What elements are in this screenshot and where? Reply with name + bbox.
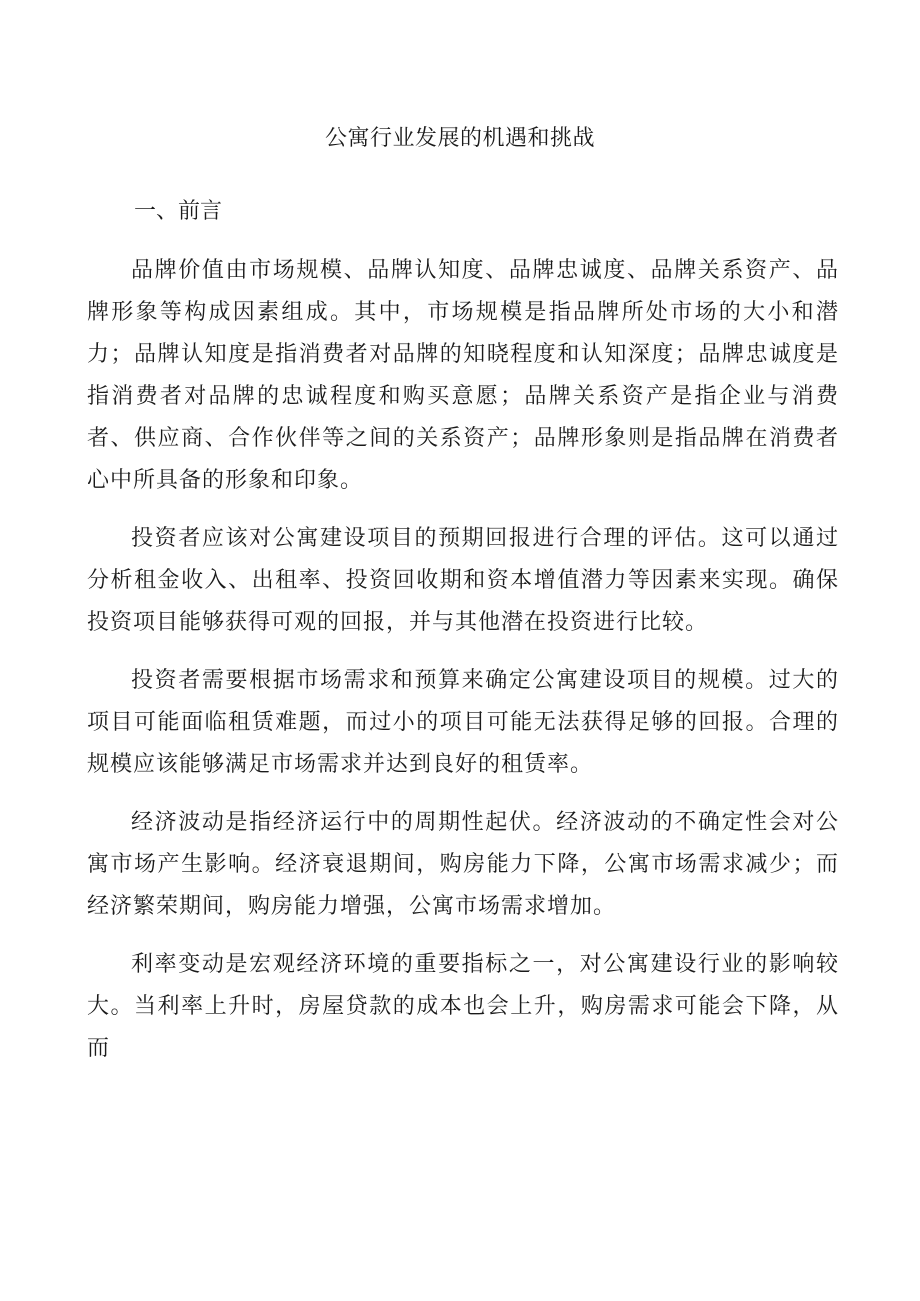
paragraph-economic-fluctuation: 经济波动是指经济运行中的周期性起伏。经济波动的不确定性会对公寓市场产生影响。经济衰退期间，购房能力下降，公寓市场需求减少；而经济繁荣期间，购房能力增强，公寓市场需求增加。: [87, 810, 839, 919]
document-title: 公寓行业发展的机遇和挑战: [324, 126, 595, 151]
document-body: [87, 250, 839, 1086]
paragraph-brand-value: 品牌价值由市场规模、品牌认知度、品牌忠诚度、品牌关系资产、品牌形象等构成因素组成。其中，市场规模是指品牌所处市场的大小和潜力；品牌认知度是指消费者对品牌的知晓程度和认知深度；品牌忠诚度是指消费者对品牌的忠诚程度和购买意愿；品牌关系资产是指企业与消费者、供应商、合作伙伴等之间的关系资产；品牌形象则是指品牌在消费者心中所具备的形象和印象。: [87, 258, 839, 493]
paragraph-expected-return: 投资者应该对公寓建设项目的预期回报进行合理的评估。这可以通过分析租金收入、出租率、投资回收期和资本增值潜力等因素来实现。确保投资项目能够获得可观的回报，并与其他潜在投资进行比较。: [87, 526, 839, 635]
paragraph-project-scale: 投资者需要根据市场需求和预算来确定公寓建设项目的规模。过大的项目可能面临租赁难题，而过小的项目可能无法获得足够的回报。合理的规模应该能够满足市场需求并达到良好的租赁率。: [87, 668, 839, 777]
section-heading: 一、前言: [134, 199, 223, 224]
paragraph-interest-rate: 利率变动是宏观经济环境的重要指标之一，对公寓建设行业的影响较大。当利率上升时，房屋贷款的成本也会上升，购房需求可能会下降，从而: [87, 952, 839, 1061]
